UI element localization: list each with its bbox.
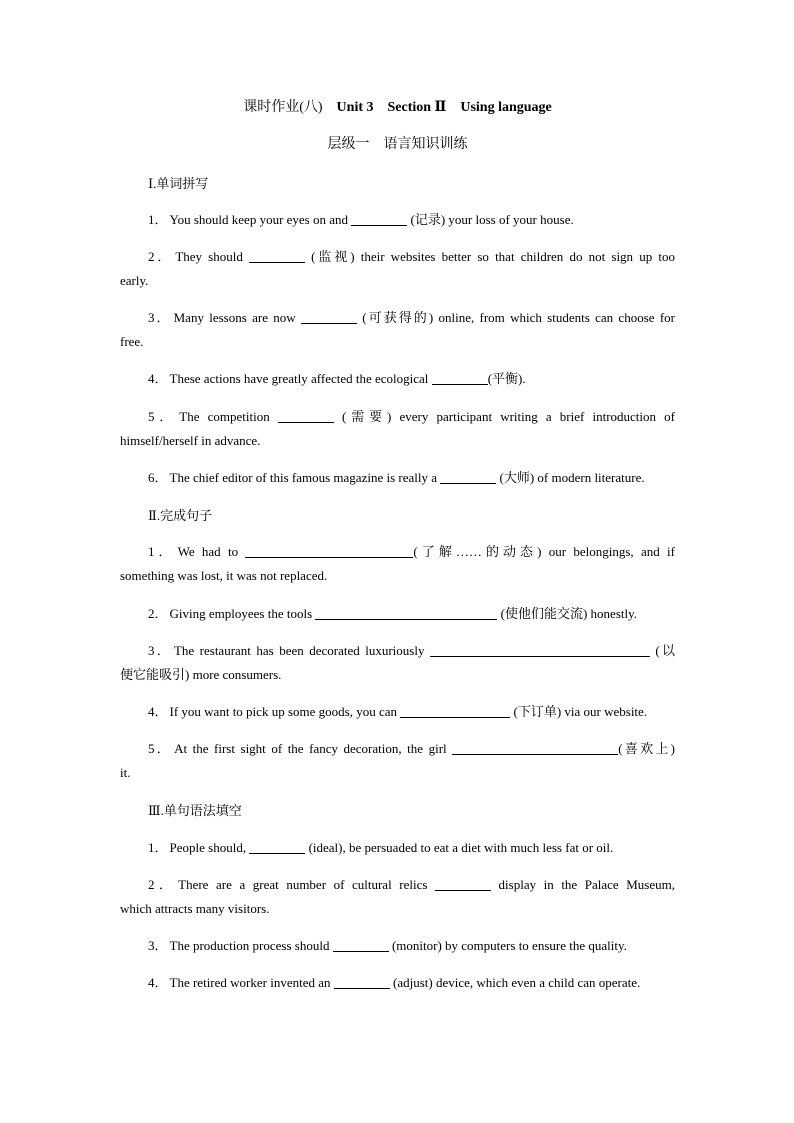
exercise-item: 4． The retired worker invented an (adjust) device, which even a child can operate. (148, 975, 641, 990)
section-heading-2: Ⅱ.完成句子 (148, 508, 213, 523)
exercise-item: 5． At the first sight of the fancy decoration, the girl (喜欢上) it. (120, 741, 675, 780)
page-title (120, 99, 675, 117)
exercise-item: 3． The production process should (monitor) by computers to ensure the quality. (148, 938, 627, 953)
answer-blank[interactable] (334, 974, 390, 989)
answer-blank[interactable] (333, 937, 389, 952)
exercise-item: 4． If you want to pick up some goods, you can (下订单) via our website. (148, 704, 648, 719)
title-en: Unit 3 Section Ⅱ Using language (336, 100, 552, 115)
answer-blank[interactable] (351, 211, 407, 226)
exercise-item: 6． The chief editor of this famous magazine is really a (大师) of modern literature. (148, 470, 645, 485)
answer-blank[interactable] (452, 740, 618, 755)
answer-blank[interactable] (432, 370, 488, 385)
section-heading-3: Ⅲ.单句语法填空 (148, 803, 242, 818)
section-heading-1: Ⅰ.单词拼写 (148, 176, 209, 191)
exercise-item: 1． You should keep your eyes on and (记录) your loss of your house. (148, 212, 574, 227)
answer-blank[interactable] (245, 543, 413, 558)
exercise-item: 3． Many lessons are now (可获得的) online, from which students can choose for free. (120, 310, 675, 349)
title-cn: 课时作业(八) (243, 100, 323, 115)
answer-blank[interactable] (400, 703, 510, 718)
exercise-item: 2． Giving employees the tools (使他们能交流) honestly. (148, 606, 638, 621)
exercise-item: 2． They should (监视) their websites better so that children do not sign up too early. (120, 249, 675, 288)
answer-blank[interactable] (435, 876, 491, 891)
answer-blank[interactable] (315, 605, 497, 620)
exercise-item: 1． We had to (了解……的动态) our belongings, and if something was lost, it was not replaced. (120, 544, 675, 583)
answer-blank[interactable] (440, 469, 496, 484)
exercise-item: 1． People should, (ideal), be persuaded to eat a diet with much less fat or oil. (148, 840, 614, 855)
exercise-item: 4． These actions have greatly affected the ecological (平衡). (148, 371, 526, 386)
page-subtitle: 层级一 语言知识训练 (327, 137, 468, 152)
exercise-item: 2． There are a great number of cultural relics display in the Palace Museum, which attracts many visitors. (120, 877, 675, 916)
exercise-item: 5． The competition (需要) every participant writing a brief introduction of himself/herself in advance. (120, 409, 675, 448)
answer-blank[interactable] (301, 309, 357, 324)
answer-blank[interactable] (249, 839, 305, 854)
answer-blank[interactable] (278, 408, 334, 423)
answer-blank[interactable] (430, 642, 650, 657)
answer-blank[interactable] (249, 248, 305, 263)
exercise-item: 3． The restaurant has been decorated luxuriously (以 便它能吸引) more consumers. (120, 643, 675, 682)
